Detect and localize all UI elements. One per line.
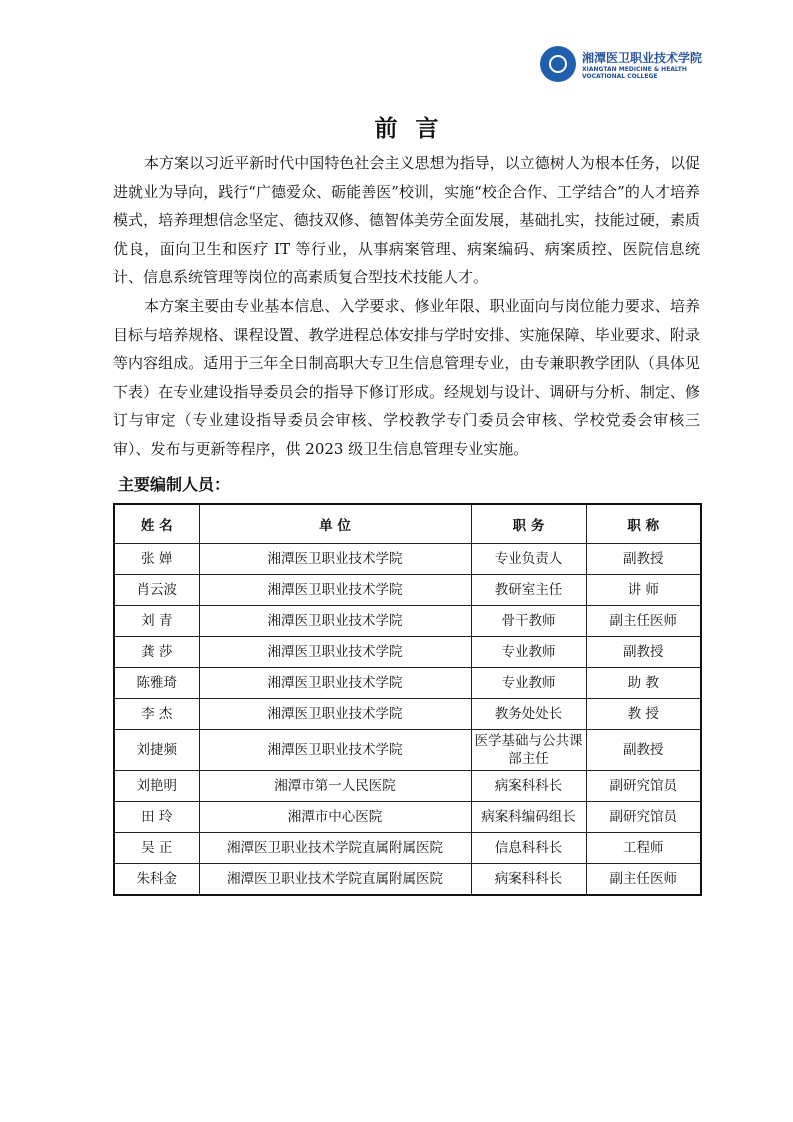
cell-unit: 湘潭医卫职业技术学院 [199,636,471,667]
cell-name: 龚 莎 [114,636,199,667]
cell-name: 刘艳明 [114,770,199,801]
cell-unit: 湘潭市中心医院 [199,801,471,832]
cell-name: 朱科金 [114,863,199,895]
cell-post: 专业教师 [471,636,586,667]
section-heading: 主要编制人员： [118,474,231,494]
cell-title: 副教授 [586,636,701,667]
cell-post: 专业负责人 [471,543,586,574]
cell-unit: 湘潭医卫职业技术学院 [199,667,471,698]
cell-unit: 湘潭医卫职业技术学院 [199,698,471,729]
cell-post: 骨干教师 [471,605,586,636]
cell-post: 病案科科长 [471,863,586,895]
table-row [114,832,701,863]
cell-title: 工程师 [586,832,701,863]
cell-unit: 湘潭医卫职业技术学院 [199,605,471,636]
cell-title: 副主任医师 [586,863,701,895]
cell-title: 副教授 [586,729,701,770]
cell-name: 李 杰 [114,698,199,729]
cell-post: 专业教师 [471,667,586,698]
staff-table [113,503,702,896]
cell-post: 教研室主任 [471,574,586,605]
cell-name: 陈雅琦 [114,667,199,698]
cell-title: 讲 师 [586,574,701,605]
page-title: 前言 [374,116,457,142]
table-row [114,863,701,895]
cell-unit: 湘潭医卫职业技术学院 [199,543,471,574]
cell-name: 肖云波 [114,574,199,605]
logo-chinese-name: 湘潭医卫职业技术学院 [582,50,703,65]
cell-title: 教 授 [586,698,701,729]
table-header-row [114,504,701,544]
cell-post: 病案科科长 [471,770,586,801]
table-row [114,574,701,605]
cell-post: 教务处处长 [471,698,586,729]
header-unit: 单 位 [199,504,471,544]
header-title: 职 称 [586,504,701,544]
cell-name: 张 婵 [114,543,199,574]
cell-name: 刘捷频 [114,729,199,770]
table-row [114,698,701,729]
cell-post: 信息科科长 [471,832,586,863]
header-post: 职 务 [471,504,586,544]
header-name: 姓 名 [114,504,199,544]
cell-post: 病案科编码组长 [471,801,586,832]
cell-title: 副教授 [586,543,701,574]
cell-unit: 湘潭医卫职业技术学院直属附属医院 [199,863,471,895]
cell-post: 医学基础与公共课部主任 [471,729,586,770]
cell-title: 助 教 [586,667,701,698]
cell-title: 副主任医师 [586,605,701,636]
paragraph-1: 本方案以习近平新时代中国特色社会主义思想为指导，以立德树人为根本任务，以促进就业为导向，践行“广德爱众、砺能善医”校训，实施“校企合作、工学结合”的人才培养模式，培养理想信念坚定、德技双修、德智体美劳全面发展，基础扎实，技能过硬，素质优良，面向卫生和医疗 IT 等行业，从事病案管理、病案编码、病案质控、医院信息统计、信息系统管理等岗位的高素质复合型技术技能人才。 [113,154,700,287]
cell-unit: 湘潭市第一人民医院 [199,770,471,801]
cell-unit: 湘潭医卫职业技术学院 [199,729,471,770]
cell-name: 刘 青 [114,605,199,636]
table-row [114,543,701,574]
paragraph-2: 本方案主要由专业基本信息、入学要求、修业年限、职业面向与岗位能力要求、培养目标与培养规格、课程设置、教学进程总体安排与学时安排、实施保障、毕业要求、附录等内容组成。适用于三年全日制高职大专卫生信息管理专业，由专兼职教学团队（具体见下表）在专业建设指导委员会的指导下修订形成。经规划与设计、调研与分析、制定、修订与审定（专业建设指导委员会审核、学校教学专门委员会审核、学校党委会审核三审）、发布与更新等程序，供 2023 级卫生信息管理专业实施。 [113,296,700,458]
cell-title: 副研究馆员 [586,801,701,832]
cell-unit: 湘潭医卫职业技术学院 [199,574,471,605]
cell-title: 副研究馆员 [586,770,701,801]
cell-name: 吴 正 [114,832,199,863]
table-row [114,605,701,636]
table-row [114,801,701,832]
cell-name: 田 玲 [114,801,199,832]
table-row [114,667,701,698]
table-row [114,770,701,801]
page-content [113,0,700,896]
cell-unit: 湘潭医卫职业技术学院直属附属医院 [199,832,471,863]
logo-english-name: XIANGTAN MEDICINE & HEALTH VOCATIONAL COLLEGE [582,65,687,80]
table-row [114,729,701,770]
table-row [114,636,701,667]
